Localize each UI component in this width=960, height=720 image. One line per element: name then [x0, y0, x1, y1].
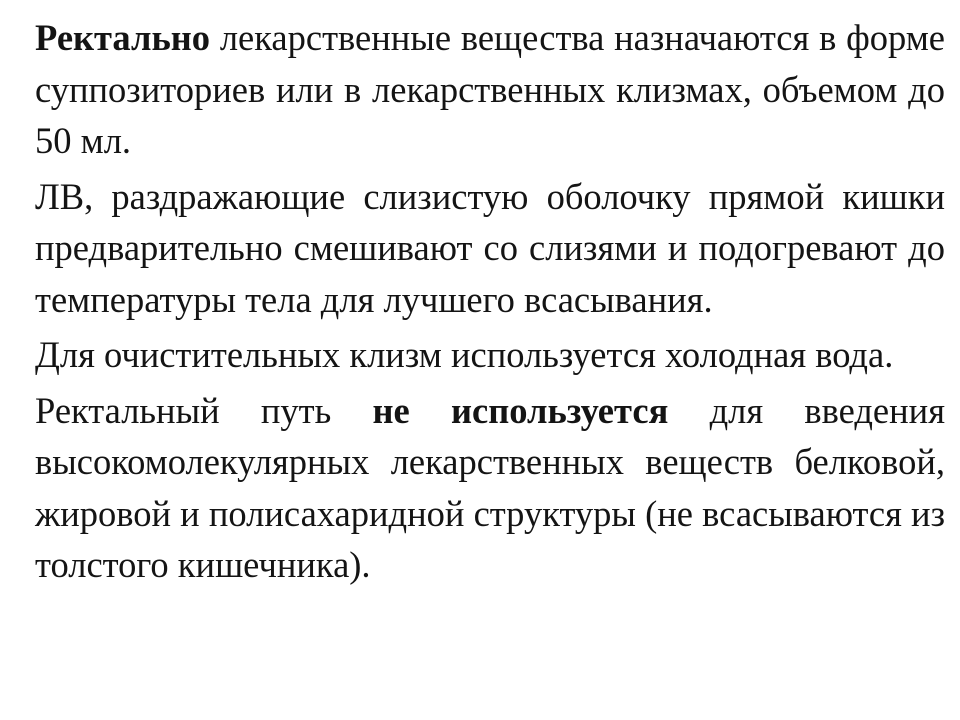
bold-phrase-not-used: не используется: [372, 389, 669, 431]
paragraph-text-after: для введения высокомолекулярных лекарственных веществ белковой, жировой и полисахаридной структуры (не всасываются из толстого кишечника).: [35, 389, 945, 585]
slide-body: [35, 12, 945, 591]
paragraph-not-used: [35, 385, 945, 591]
paragraph-rectal-administration: [35, 12, 945, 167]
paragraph-text: Для очистительных клизм используется холодная вода.: [35, 334, 894, 375]
paragraph-irritating-drugs: [35, 171, 945, 326]
paragraph-cleansing-enema: [35, 329, 945, 381]
bold-term-rectally: Ректально: [35, 17, 211, 58]
paragraph-text: ЛВ, раздражающие слизистую оболочку прямой кишки предварительно смешивают со слизями и подогревают до температуры тела для лучшего всасывания.: [35, 175, 945, 320]
paragraph-text: лекарственные вещества назначаются в форме суппозиториев или в лекарственных клизмах, объемом до 50 мл.: [35, 17, 945, 161]
paragraph-text-before: Ректальный путь: [35, 389, 373, 431]
